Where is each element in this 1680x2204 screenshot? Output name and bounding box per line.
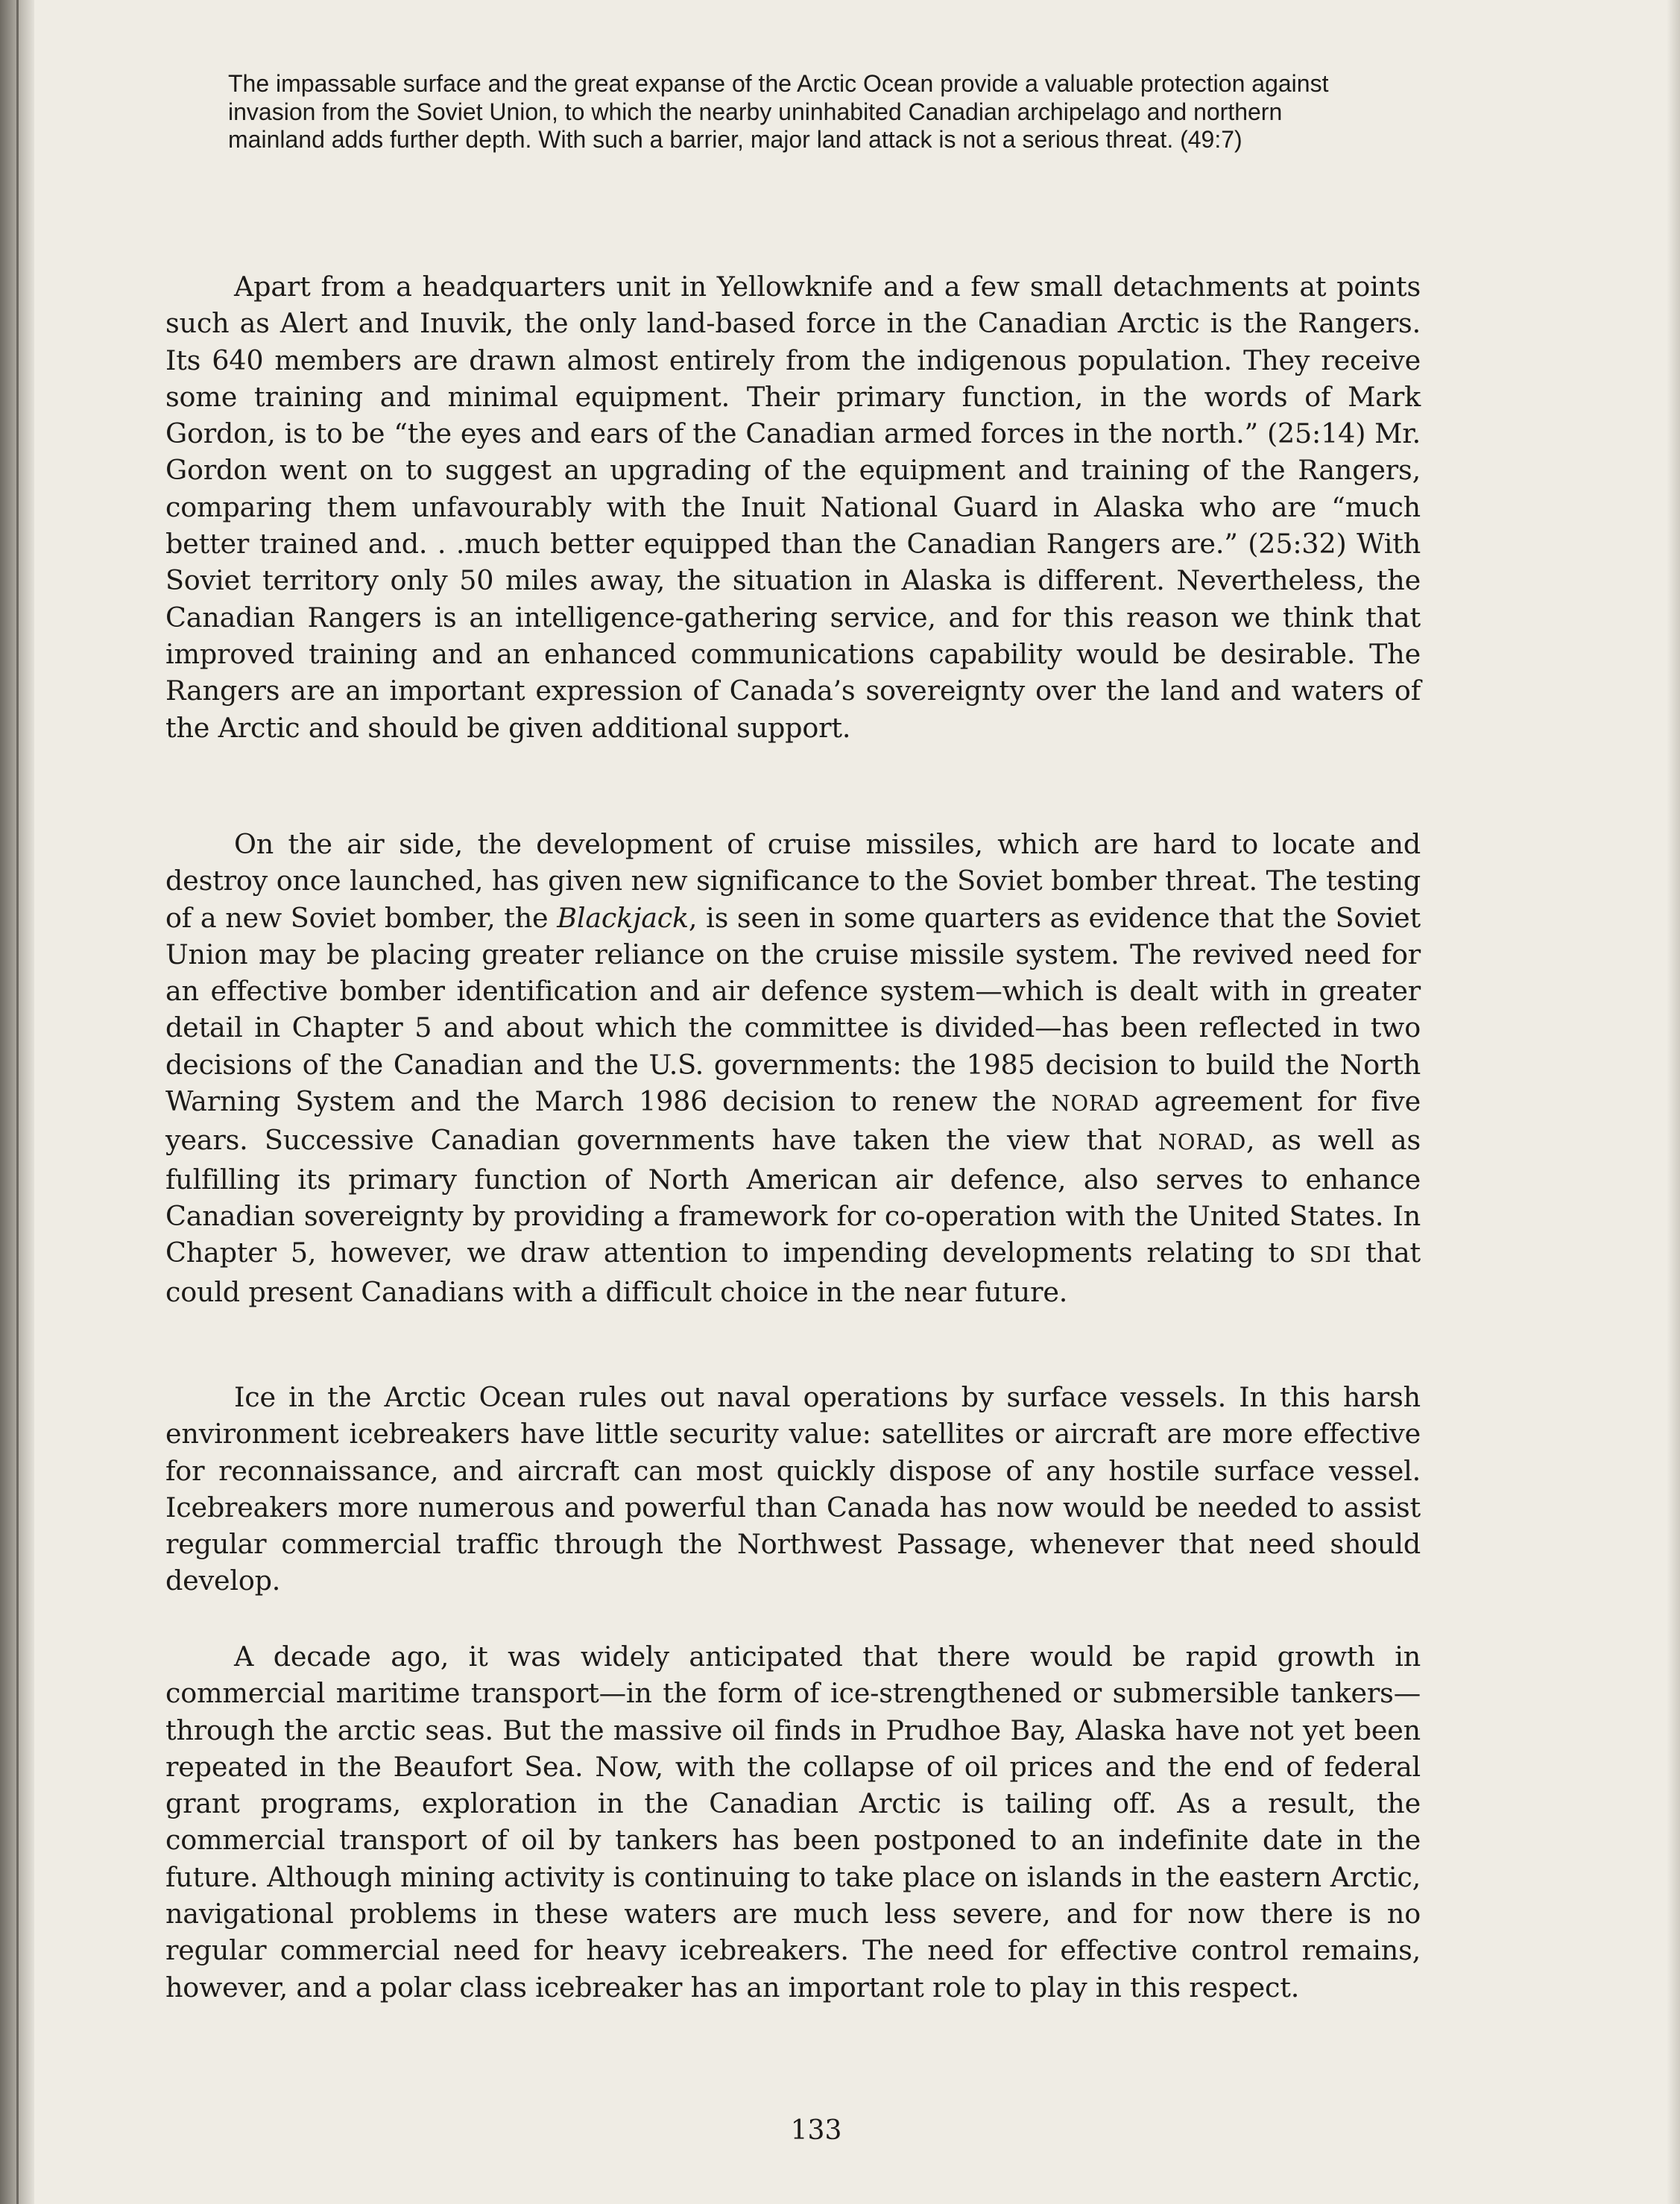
acronym-norad: NORAD (1051, 1090, 1140, 1117)
paragraph-text: , is seen in some quarters as evidence that the Soviet Union may be placing greater reliance on the cruise missile system. The revived need for an effective bomber identification and air defence system—which is dealt with in greater detail in Chapter 5 and about which the committee is divided—has been reflected in two decisions of the Canadian and the U.S. governments: the 1985 decision to build the North Warning System and the March 1986 decision to renew the (165, 901, 1421, 1118)
italic-term: Blackjack (557, 901, 689, 934)
paragraph-text: , as well as fulfilling its primary function of North American air defence, also serves to enhance Canadian sovereignty by providing a framework for co-operation with the United States. In Chapter 5, however, we draw attention to impending developments relating to (165, 1124, 1421, 1269)
paragraph-air-defence (165, 826, 1421, 1310)
acronym-sdi: SDI (1309, 1242, 1352, 1268)
paragraph-text: On the air side, the development of cruise missiles, which are hard to locate and destroy once launched, has given new significance to the Soviet bomber threat. The testing of a new Soviet bomber, the (165, 828, 1421, 934)
block-quote: The impassable surface and the great expanse of the Arctic Ocean provide a valuable protection against invasion from the Soviet Union, to which the nearby uninhabited Canadian archipelago and northern mainland adds further depth. With such a barrier, major land attack is not a serious threat. (49:7) (228, 70, 1329, 153)
paragraph-text: agreement for five years. Successive Canadian governments have taken the view that (165, 1085, 1421, 1157)
paragraph-rangers: Apart from a headquarters unit in Yellowknife and a few small detachments at points such as Alert and Inuvik, the only land-based force in the Canadian Arctic is the Rangers. Its 640 members are drawn almost entirely from the indigenous population. They receive some training and minimal equipment. Their primary function, in the words of Mark Gordon, is to be “the eyes and ears of the Canadian armed forces in the north.” (25:14) Mr. Gordon went on to suggest an upgrading of the equipment and training of the Rangers, comparing them unfavourably with the Inuit National Guard in Alaska who are “much better trained and. . .much better equipped than the Canadian Rangers are.” (25:32) With Soviet territory only 50 miles away, the situation in Alaska is different. Nevertheless, the Canadian Rangers is an intelligence-gathering service, and for this reason we think that improved training and an enhanced communications capability would be desirable. The Rangers are an important expression of Canada’s sovereignty over the land and waters of the Arctic and should be given additional support. (165, 271, 1421, 744)
page-number: 133 (790, 2115, 842, 2146)
paragraph-maritime-transport: A decade ago, it was widely anticipated that there would be rapid growth in commercial maritime transport—in the form of ice-strengthened or submersible tankers—through the arctic seas. But the massive oil finds in Prudhoe Bay, Alaska have not yet been repeated in the Beaufort Sea. Now, with the collapse of oil prices and the end of federal grant programs, exploration in the Canadian Arctic is tailing off. As a result, the commercial transport of oil by tankers has been postponed to an indefinite date in the future. Although mining activity is continuing to take place on islands in the eastern Arctic, navigational problems in these waters are much less severe, and for now there is no regular commercial need for heavy icebreakers. The need for effective control remains, however, and a polar class icebreaker has an important role to play in this respect. (165, 1641, 1421, 2004)
page-edge-shadow (1667, 0, 1680, 2204)
acronym-norad: NORAD (1158, 1129, 1246, 1155)
paragraph-naval-operations: Ice in the Arctic Ocean rules out naval operations by surface vessels. In this harsh environment icebreakers have little security value: satellites or aircraft are more effective for reconnaissance, and aircraft can most quickly dispose of any hostile surface vessel. Icebreakers more numerous and powerful than Canada has now would be needed to assist regular commercial traffic through the Northwest Passage, whenever that need should develop. (165, 1381, 1421, 1597)
paragraph-text: that could present Canadians with a difficult choice in the near future. (165, 1237, 1421, 1308)
binding-crease (16, 0, 19, 2204)
